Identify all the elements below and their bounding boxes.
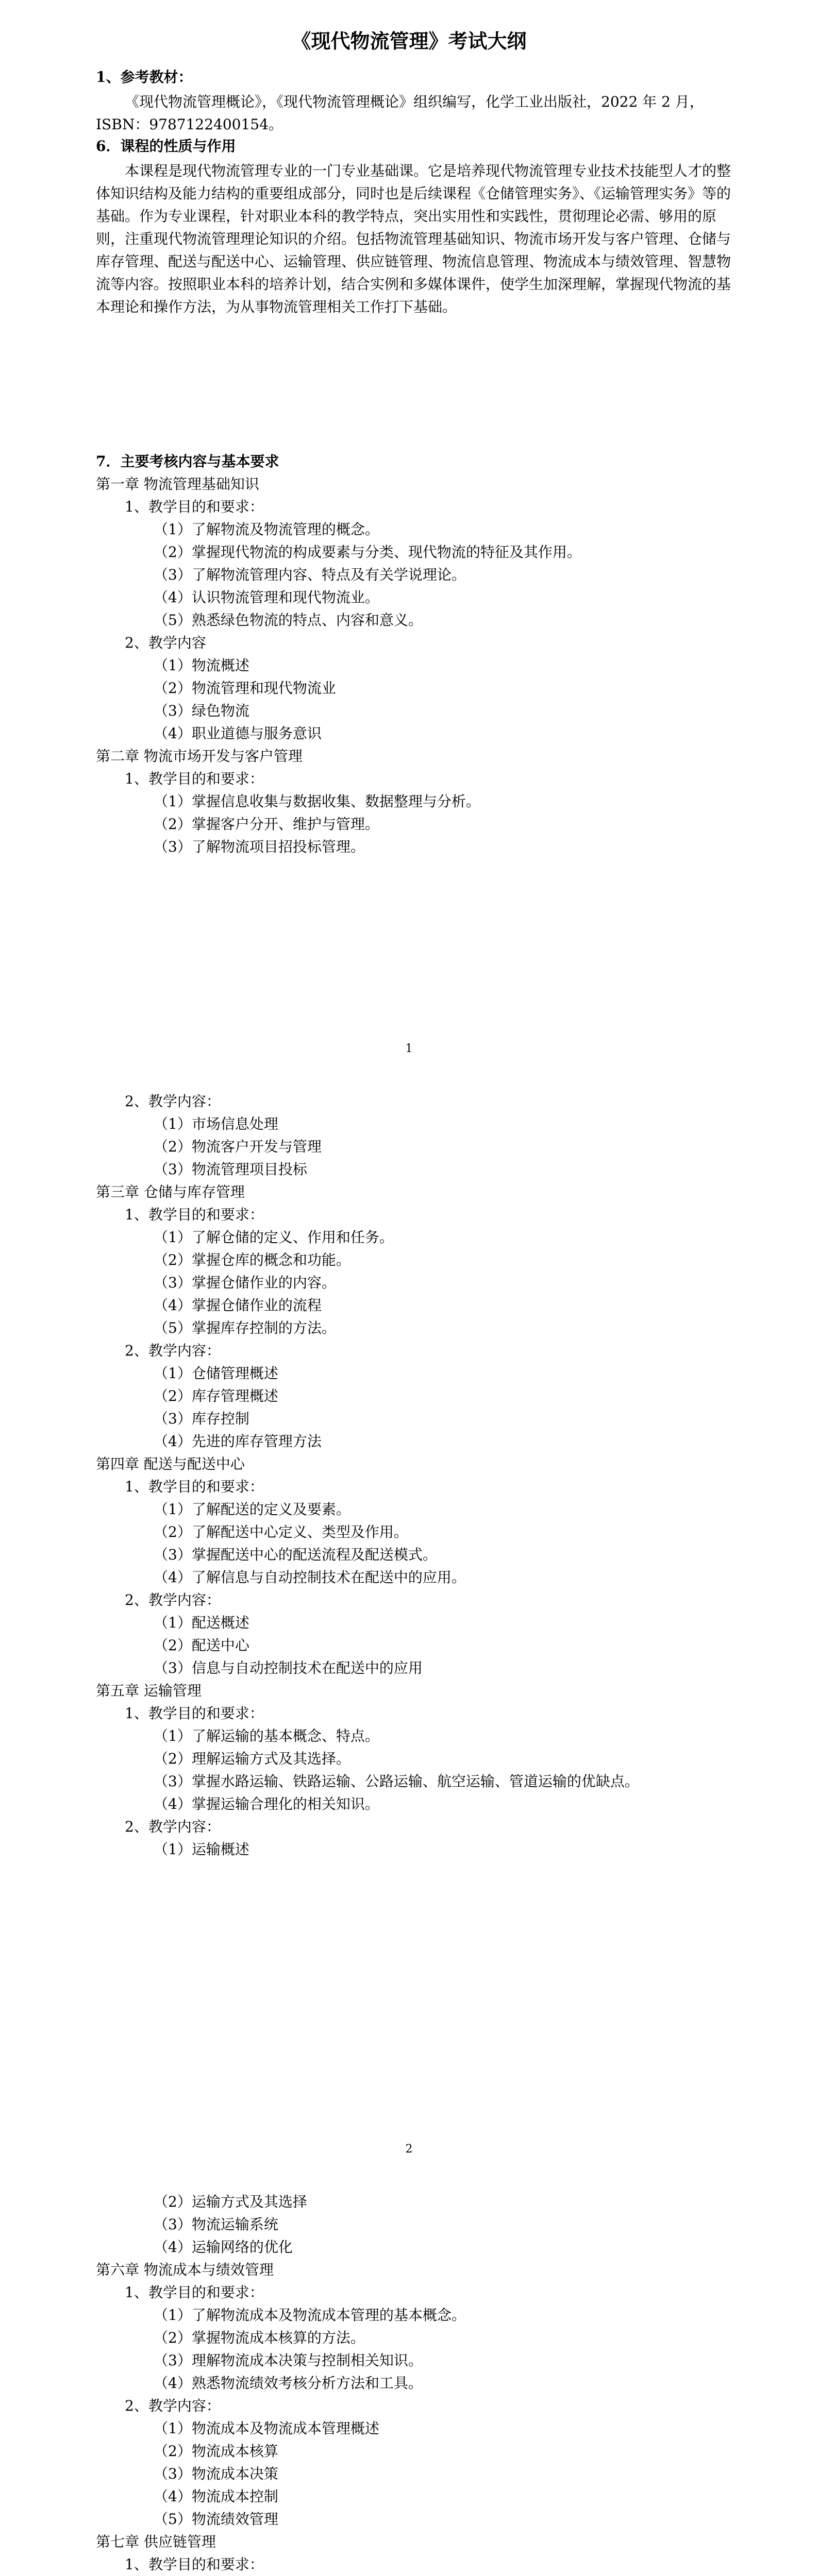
chapter-p2-line: 第三章 仓储与库存管理 (96, 1183, 245, 1200)
chapter-p3-line: （2）物流成本核算 (154, 2443, 278, 2460)
chapter-p2-line: （1）了解仓储的定义、作用和任务。 (154, 1229, 394, 1246)
chapter-p1-line: （3）了解物流项目招投标管理。 (154, 838, 365, 855)
chapter-p3-line: （4）运输网络的优化 (154, 2239, 293, 2256)
chapter-p3-line: （2）掌握物流成本核算的方法。 (154, 2329, 365, 2346)
chapter-p2-line: 1、教学目的和要求： (125, 1206, 264, 1223)
section-reference-textbook: 1、参考教材： (96, 69, 193, 86)
chapter-p2-line: （2）库存管理概述 (154, 1387, 278, 1404)
chapter-p1-line: （2）掌握客户分开、维护与管理。 (154, 816, 379, 833)
chapter-p1-line: 第一章 物流管理基础知识 (96, 476, 259, 493)
document-title: 《现代物流管理》考试大纲 (291, 29, 527, 53)
chapter-p2-line: （4）掌握运输合理化的相关知识。 (154, 1795, 379, 1812)
chapter-p3-line: 2、教学内容： (125, 2397, 221, 2414)
chapter-p2-line: （3）掌握水路运输、铁路运输、公路运输、航空运输、管道运输的优缺点。 (154, 1773, 639, 1790)
chapter-p1-line: （1）了解物流及物流管理的概念。 (154, 521, 379, 538)
chapter-p1-line: （1）掌握信息收集与数据收集、数据整理与分析。 (154, 793, 480, 810)
chapter-p2-line: 2、教学内容： (125, 1342, 221, 1359)
chapter-p1-line: （5）熟悉绿色物流的特点、内容和意义。 (154, 612, 423, 629)
chapter-p2-line: （3）掌握仓储作业的内容。 (154, 1274, 336, 1291)
chapter-p1-line: 第二章 物流市场开发与客户管理 (96, 748, 303, 765)
chapter-p1-line: （2）物流管理和现代物流业 (154, 680, 336, 697)
chapter-p2-line: （1）运输概述 (154, 1841, 249, 1858)
chapter-p2-line: （3）物流管理项目投标 (154, 1161, 307, 1178)
chapter-p2-line: （4）了解信息与自动控制技术在配送中的应用。 (154, 1569, 466, 1586)
chapter-p2-line: （3）信息与自动控制技术在配送中的应用 (154, 1659, 423, 1676)
section-exam-content: 7．主要考核内容与基本要求 (96, 453, 279, 470)
chapter-p2-line: （3）库存控制 (154, 1410, 249, 1427)
chapter-p3-line: （3）物流运输系统 (154, 2216, 278, 2233)
chapter-p1-line: （4）职业道德与服务意识 (154, 725, 322, 742)
chapter-p3-line: （2）运输方式及其选择 (154, 2193, 307, 2210)
chapter-p2-line: 2、教学内容： (125, 1818, 221, 1835)
chapter-p2-line: （2）了解配送中心定义、类型及作用。 (154, 1523, 408, 1540)
chapter-p3-line: 第七章 供应链管理 (96, 2533, 216, 2550)
chapter-p2-line: 1、教学目的和要求： (125, 1478, 264, 1495)
chapter-p2-line: 1、教学目的和要求： (125, 1705, 264, 1722)
chapter-p3-line: （1）了解物流成本及物流成本管理的基本概念。 (154, 2307, 466, 2324)
chapter-p2-line: （2）配送中心 (154, 1637, 249, 1654)
chapter-p2-line: 第四章 配送与配送中心 (96, 1455, 245, 1472)
reference-textbook-text: 《现代物流管理概论》，《现代物流管理概论》组织编写，化学工业出版社，2022 年 2 月，ISBN：9787122400154。 (96, 93, 704, 133)
chapter-p2-line: （2）掌握仓库的概念和功能。 (154, 1251, 350, 1268)
chapter-p2-line: （3）掌握配送中心的配送流程及配送模式。 (154, 1546, 437, 1563)
chapter-p3-line: （1）物流成本及物流成本管理概述 (154, 2420, 379, 2437)
chapter-p2-line: （1）配送概述 (154, 1614, 249, 1631)
chapter-p2-line: （1）了解运输的基本概念、特点。 (154, 1727, 379, 1744)
chapter-p2-line: （2）物流客户开发与管理 (154, 1138, 322, 1155)
chapter-p3-line: （3）物流成本决策 (154, 2465, 278, 2482)
chapter-p3-line: 1、教学目的和要求： (125, 2556, 264, 2573)
chapter-p3-line: （4）熟悉物流绩效考核分析方法和工具。 (154, 2375, 423, 2392)
chapter-p2-line: （2）理解运输方式及其选择。 (154, 1750, 350, 1767)
page-number-2: 2 (405, 2143, 413, 2156)
chapter-p2-line: （1）市场信息处理 (154, 1115, 278, 1132)
chapter-p3-line: （5）物流绩效管理 (154, 2511, 278, 2528)
chapter-p2-line: （4）先进的库存管理方法 (154, 1433, 322, 1450)
chapter-p2-line: 第五章 运输管理 (96, 1682, 202, 1699)
chapter-p1-line: 2、教学内容 (125, 634, 206, 651)
chapter-p3-line: 1、教学目的和要求： (125, 2284, 264, 2301)
chapter-p1-line: （3）绿色物流 (154, 702, 249, 719)
course-nature-paragraph-wrap (96, 160, 735, 318)
chapter-p1-line: （3）了解物流管理内容、特点及有关学说理论。 (154, 566, 466, 583)
chapter-p2-line: 2、教学内容： (125, 1093, 221, 1110)
course-nature-paragraph: 本课程是现代物流管理专业的一门专业基础课。它是培养现代物流管理专业技术技能型人才的整体知识结构及能力结构的重要组成部分，同时也是后续课程《仓储管理实务》、《运输管理实务》等的基础。作为专业课程，针对职业本科的教学特点，突出实用性和实践性，贯彻理论必需、够用的原则，注重现代物流管理理论知识的介绍。包括物流管理基础知识、物流市场开发与客户管理、仓储与库存管理、配送与配送中心、运输管理、供应链管理、物流信息管理、物流成本与绩效管理、智慧物流等内容。按照职业本科的培养计划，结合实例和多媒体课件，使学生加深理解，掌握现代物流的基本理论和操作方法，为从事物流管理相关工作打下基础。 (96, 162, 731, 315)
chapter-p2-line: （5）掌握库存控制的方法。 (154, 1319, 336, 1336)
reference-textbook-text-line1 (96, 91, 735, 136)
chapter-p2-line: （1）了解配送的定义及要素。 (154, 1501, 350, 1518)
chapter-p2-line: （4）掌握仓储作业的流程 (154, 1297, 322, 1314)
chapter-p3-line: （3）理解物流成本决策与控制相关知识。 (154, 2352, 423, 2369)
chapter-p1-line: （4）认识物流管理和现代物流业。 (154, 589, 379, 606)
section-course-nature: 6．课程的性质与作用 (96, 138, 236, 155)
chapter-p2-line: 2、教学内容： (125, 1591, 221, 1608)
chapter-p3-line: 第六章 物流成本与绩效管理 (96, 2261, 274, 2278)
chapter-p3-line: （4）物流成本控制 (154, 2488, 278, 2505)
chapter-p2-line: （1）仓储管理概述 (154, 1365, 278, 1382)
page-number-1: 1 (405, 1042, 413, 1055)
chapter-p1-line: （1）物流概述 (154, 657, 249, 674)
chapter-p1-line: 1、教学目的和要求： (125, 770, 264, 787)
chapter-p1-line: （2）掌握现代物流的构成要素与分类、现代物流的特征及其作用。 (154, 544, 581, 561)
chapter-p1-line: 1、教学目的和要求： (125, 498, 264, 515)
